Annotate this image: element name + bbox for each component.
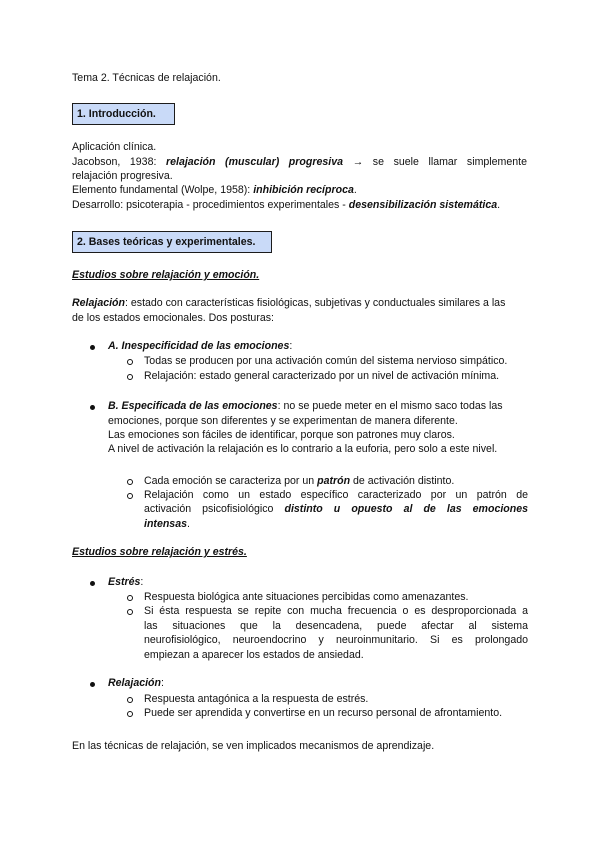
- intro-line-4: Elemento fundamental (Wolpe, 1958): inhibición recíproca.: [72, 184, 357, 196]
- term-desensibilizacion: desensibilización sistemática: [348, 199, 498, 211]
- estres-heading: Estrés:: [108, 576, 144, 588]
- postura-b-sub-2-line-3: intensas.: [144, 518, 190, 530]
- bullet-dot-icon: [90, 581, 95, 586]
- bullet-dot-icon: [90, 682, 95, 687]
- term-inhibicion-reciproca: inhibición recíproca: [253, 184, 354, 196]
- estres-sub-2-line-1: Si ésta respuesta se repite con mucha frecuencia o es desproporcionada a: [144, 605, 528, 617]
- postura-a-sub-2: Relajación: estado general caracterizado por un nivel de activación mínima.: [144, 370, 500, 382]
- estres-sub-2-line-4: empiezan a aparecer los estados de ansiedad.: [144, 649, 364, 661]
- bullet-circle-icon: [127, 479, 133, 485]
- postura-a-heading: A. Inespecificidad de las emociones:: [108, 340, 293, 352]
- bullet-circle-icon: [127, 374, 133, 380]
- bullet-dot-icon: [90, 405, 95, 410]
- estres-sub-2-line-2: las situaciones que la desencadena, puede afectar al sistema: [144, 620, 528, 632]
- closing-paragraph: En las técnicas de relajación, se ven implicados mecanismos de aprendizaje.: [72, 740, 435, 752]
- bullet-circle-icon: [127, 595, 133, 601]
- estres-sub-2-line-3: neurofisiológico, neuroendocrino y neuroinmunitario. Si es prolongado: [144, 634, 528, 646]
- bullet-circle-icon: [127, 609, 133, 615]
- estres-sub-1: Respuesta biológica ante situaciones percibidas como amenazantes.: [144, 591, 469, 603]
- term-patron: patrón: [317, 475, 351, 487]
- postura-b-line-1: B. Especificada de las emociones: no se puede meter en el mismo saco todas las: [108, 400, 503, 412]
- relajacion-2-sub-2: Puede ser aprendida y convertirse en un recurso personal de afrontamiento.: [144, 707, 503, 719]
- relajacion-2-sub-1: Respuesta antagónica a la respuesta de estrés.: [144, 693, 369, 705]
- relajacion-2-heading: Relajación:: [108, 677, 164, 689]
- postura-b-line-3: Las emociones son fáciles de identificar, porque son patrones muy claros.: [108, 429, 455, 441]
- intro-line-5: Desarrollo: psicoterapia - procedimientos experimentales - desensibilización sistemática.: [72, 199, 501, 211]
- subheading-relajacion-emocion: Estudios sobre relajación y emoción.: [72, 269, 260, 281]
- relajacion-def-line-1: Relajación: estado con características fisiológicas, subjetivas y conductuales similares a las: [72, 297, 506, 309]
- bullet-circle-icon: [127, 493, 133, 499]
- postura-b-sub-2-line-1: Relajación como un estado específico caracterizado por un patrón de: [144, 489, 528, 501]
- relajacion-def-line-2: de los estados emocionales. Dos posturas:: [72, 312, 274, 324]
- intro-line-2: Jacobson, 1938: relajación (muscular) progresiva → se suele llamar simplemente: [72, 156, 527, 168]
- subheading-relajacion-estres: Estudios sobre relajación y estrés.: [72, 546, 247, 558]
- postura-b-sub-1: Cada emoción se caracteriza por un patrón de activación distinto.: [144, 475, 455, 487]
- section-heading-bases: 2. Bases teóricas y experimentales.: [72, 231, 272, 253]
- intro-line-3: relajación progresiva.: [72, 170, 173, 182]
- term-relajacion-progresiva: relajación (muscular) progresiva: [166, 156, 343, 168]
- page-title: Tema 2. Técnicas de relajación.: [72, 72, 221, 84]
- bullet-dot-icon: [90, 345, 95, 350]
- bullet-circle-icon: [127, 697, 133, 703]
- postura-b-line-2: emociones, porque son diferentes y se experimentan de manera diferente.: [108, 415, 458, 427]
- bullet-circle-icon: [127, 359, 133, 365]
- arrow-symbol: →: [342, 156, 373, 168]
- postura-b-line-4: A nivel de activación la relajación es lo contrario a la euforia, pero solo a este nivel.: [108, 443, 498, 455]
- intro-line-1: Aplicación clínica.: [72, 141, 157, 153]
- section-heading-introduccion: 1. Introducción.: [72, 103, 175, 125]
- bullet-circle-icon: [127, 711, 133, 717]
- postura-b-sub-2-line-2: activación psicofisiológico distinto u opuesto al de las emociones: [144, 503, 529, 515]
- postura-a-sub-1: Todas se producen por una activación común del sistema nervioso simpático.: [144, 355, 508, 367]
